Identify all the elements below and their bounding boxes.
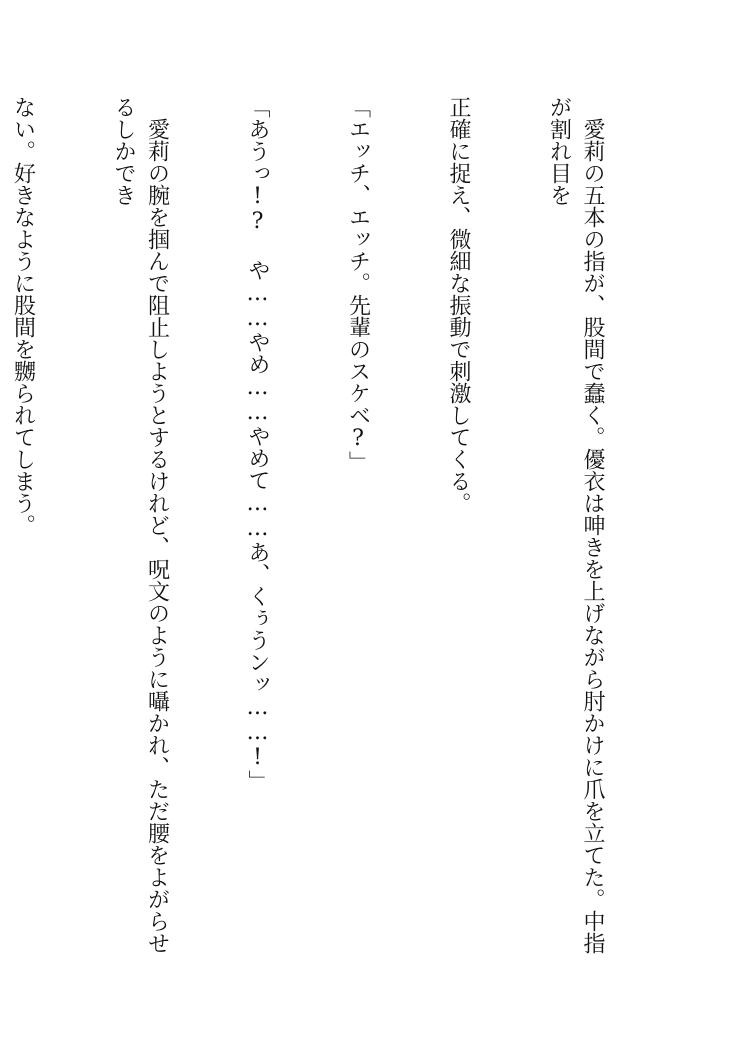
text-line-1: 愛莉の五本の指が、股間で蠢く。優衣は呻きを上げながら肘かけに爪を立てた。中指が割れ目を <box>546 96 605 954</box>
text-line-6: ない。好きなように股間を嬲られてしまう。 <box>10 96 36 536</box>
text-line-4: 「あうっ!? や……やめ……やめて……あ、くぅうンッ……!」 <box>245 96 270 792</box>
text-line-2: 正確に捉え、微細な振動で刺激してくる。 <box>446 96 471 514</box>
text-line-3: 「エッチ、エッチ。先輩のスケベ?」 <box>345 96 371 473</box>
text-line-5: 愛莉の腕を掴んで阻止しようとするけれど、呪文のように囁かれ、ただ腰をよがらせるしかでき <box>111 96 170 954</box>
vertical-text-body <box>10 96 676 956</box>
